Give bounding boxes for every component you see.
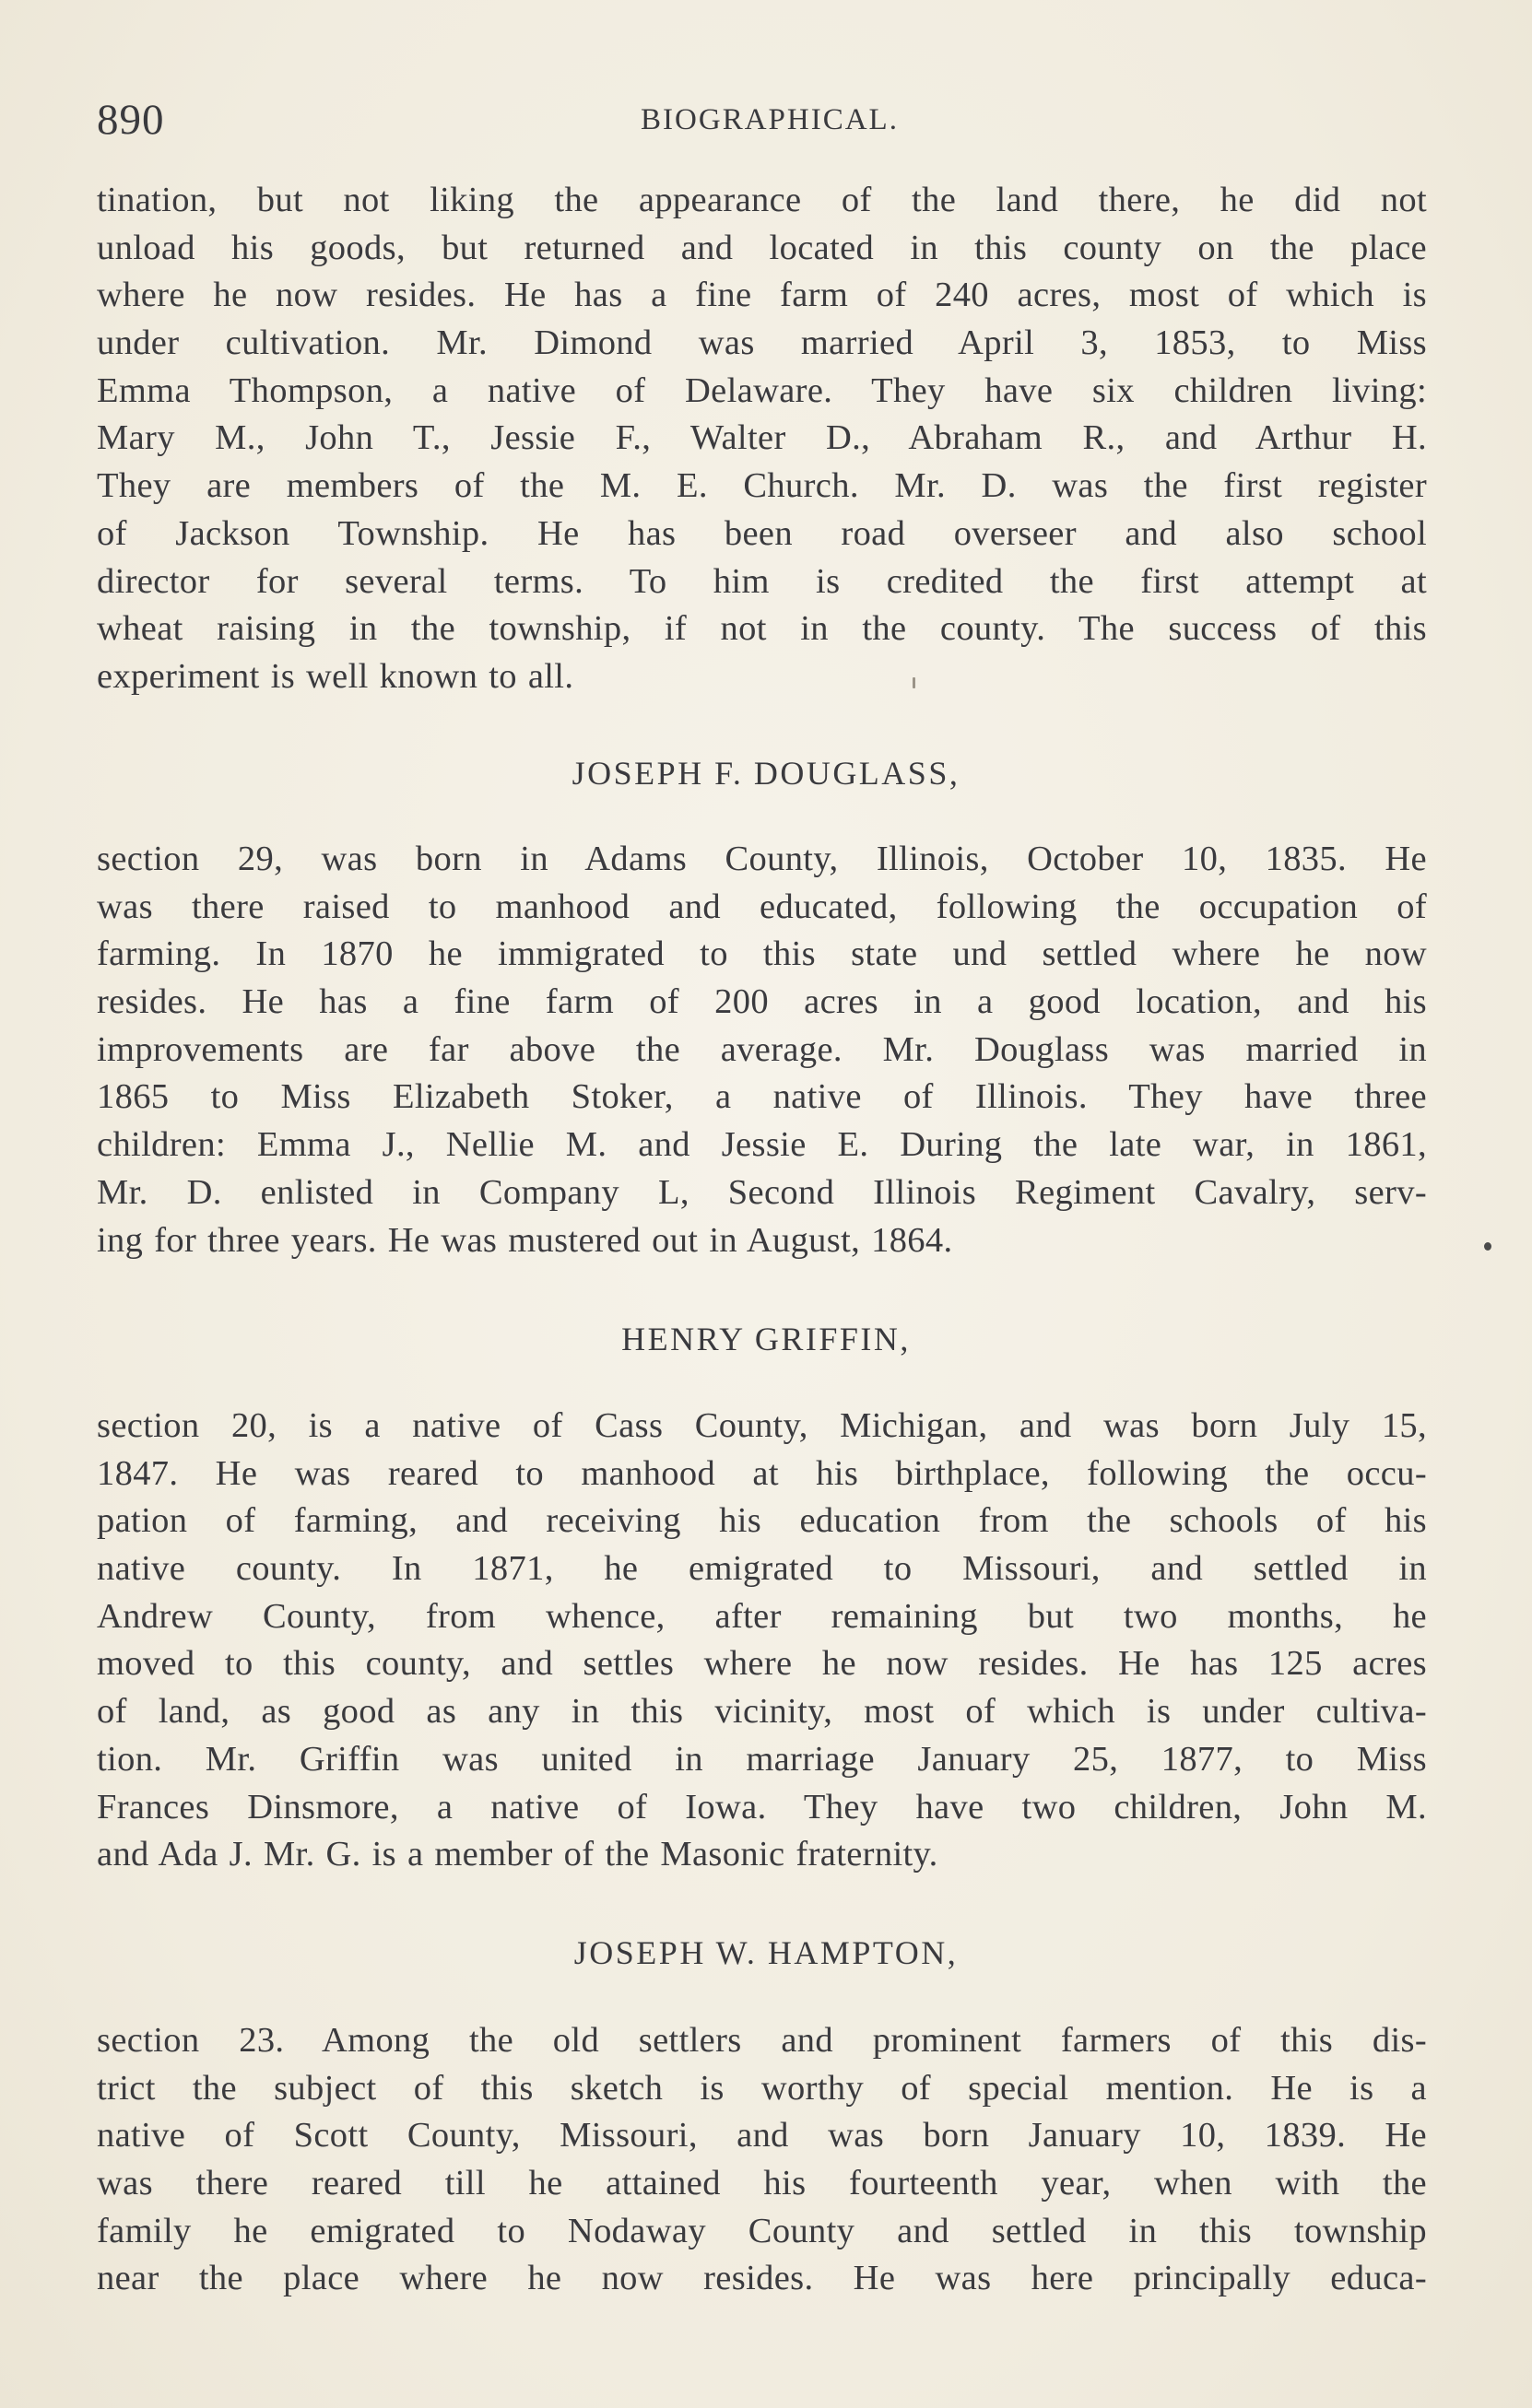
ink-speck — [1484, 1242, 1491, 1251]
text-line: under cultivation. Mr. Dimond was married April 3, 1853, to Miss — [97, 323, 1427, 363]
text-line: improvements are far above the average. Mr. Douglass was married in — [97, 1029, 1427, 1069]
entry-body-douglass — [97, 836, 1427, 1264]
ink-speck — [913, 677, 915, 688]
entry-heading-douglass: JOSEPH F. DOUGLASS, — [572, 755, 960, 792]
text-line: tion. Mr. Griffin was united in marriage January 25, 1877, to Miss — [97, 1739, 1427, 1779]
text-line: and Ada J. Mr. G. is a member of the Masonic fraternity. — [97, 1835, 938, 1874]
text-line: trict the subject of this sketch is worthy of special mention. He is a — [97, 2068, 1427, 2108]
text-line: where he now resides. He has a fine farm of 240 acres, most of which is — [97, 276, 1427, 315]
text-line: family he emigrated to Nodaway County and settled in this township — [97, 2211, 1427, 2250]
text-line: tination, but not liking the appearance of the land there, he did not — [97, 181, 1427, 219]
text-line: near the place where he now resides. He was here principally educa- — [97, 2259, 1427, 2298]
text-line: experiment is well known to all. — [97, 656, 574, 696]
text-line: Andrew County, from whence, after remaining but two months, he — [97, 1596, 1427, 1636]
entry-body-hampton — [97, 2017, 1427, 2303]
text-line: director for several terms. To him is credited the first attempt at — [97, 561, 1427, 601]
page-header — [97, 92, 1443, 147]
text-line: Mary M., John T., Jessie F., Walter D., Abraham R., and Arthur H. — [97, 418, 1427, 458]
intro-paragraph — [97, 177, 1427, 701]
text-line: They are members of the M. E. Church. Mr. D. was the first register — [97, 466, 1427, 506]
entry-heading-griffin: HENRY GRIFFIN, — [621, 1321, 911, 1357]
text-line: native county. In 1871, he emigrated to Missouri, and settled in — [97, 1549, 1427, 1589]
text-line: 1847. He was reared to manhood at his birthplace, following the occu- — [97, 1453, 1427, 1493]
text-line: children: Emma J., Nellie M. and Jessie E. During the late war, in 1861, — [97, 1125, 1427, 1165]
page-number: 890 — [97, 96, 165, 144]
text-line: of land, as good as any in this vicinity, most of which is under cultiva- — [97, 1692, 1427, 1732]
text-line: section 20, is a native of Cass County, Michigan, and was born July 15, — [97, 1406, 1427, 1445]
text-line: ing for three years. He was mustered out in August, 1864. — [97, 1220, 953, 1260]
text-line: Mr. D. enlisted in Company L, Second Illinois Regiment Cavalry, serv- — [97, 1172, 1427, 1212]
text-line: farming. In 1870 he immigrated to this state und settled where he now — [97, 934, 1427, 974]
text-line: moved to this county, and settles where he now resides. He has 125 acres — [97, 1644, 1427, 1684]
text-line: Emma Thompson, a native of Delaware. They have six children living: — [97, 370, 1427, 410]
text-line: was there reared till he attained his fourteenth year, when with the — [97, 2164, 1427, 2203]
entry-heading-hampton: JOSEPH W. HAMPTON, — [573, 1934, 959, 1971]
text-line: 1865 to Miss Elizabeth Stoker, a native of Illinois. They have three — [97, 1077, 1427, 1117]
text-line: unload his goods, but returned and located in this county on the place — [97, 228, 1427, 267]
text-line: pation of farming, and receiving his education from the schools of his — [97, 1501, 1427, 1541]
text-line: native of Scott County, Missouri, and was born January 10, 1839. He — [97, 2116, 1427, 2155]
entry-body-griffin — [97, 1403, 1427, 1879]
running-head: BIOGRAPHICAL. — [641, 103, 899, 136]
text-line: was there raised to manhood and educated, following the occupation of — [97, 887, 1427, 926]
text-line: section 23. Among the old settlers and prominent farmers of this dis- — [97, 2021, 1427, 2060]
text-line: section 29, was born in Adams County, Illinois, October 10, 1835. He — [97, 840, 1427, 878]
text-line: wheat raising in the township, if not in the county. The success of this — [97, 609, 1427, 649]
text-line: resides. He has a fine farm of 200 acres in a good location, and his — [97, 982, 1427, 1022]
text-line: of Jackson Township. He has been road overseer and also school — [97, 513, 1427, 553]
text-line: Frances Dinsmore, a native of Iowa. They have two children, John M. — [97, 1787, 1427, 1827]
